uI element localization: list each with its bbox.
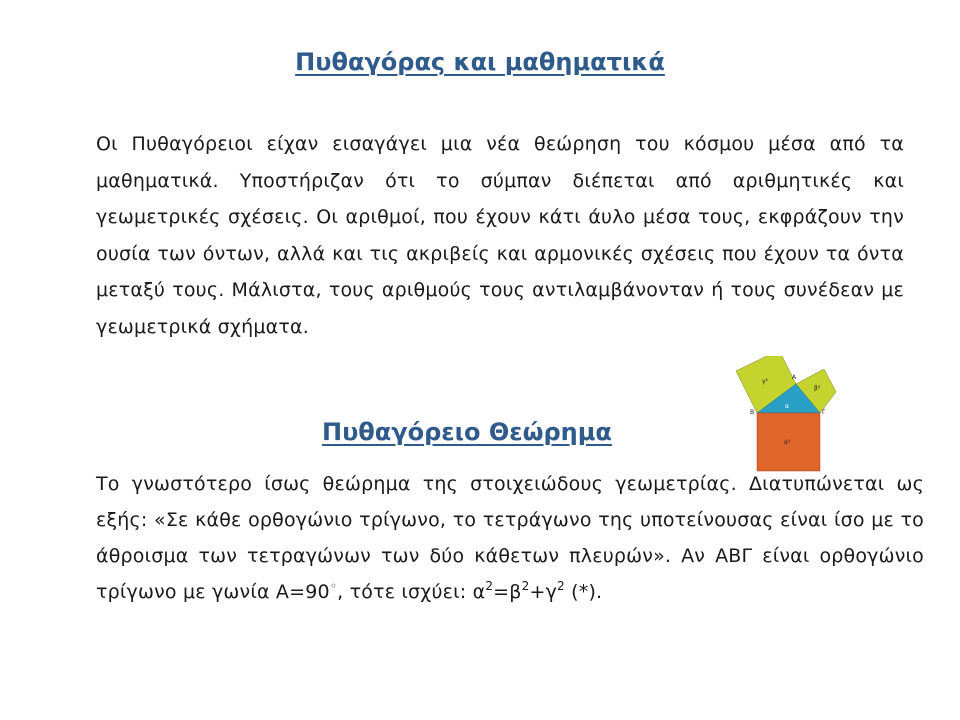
formula: $\alpha^2=\beta^2+\gamma^2$ (*).: [472, 578, 603, 603]
alpha-square-label: α²: [784, 439, 791, 446]
slide-title: Πυθαγόρας και μαθηματικά: [295, 48, 665, 76]
pythagorean-theorem-figure: [736, 356, 846, 474]
section-title: Πυθαγόρειο Θεώρημα: [322, 418, 612, 446]
theorem-text: Το γνωστότερο ίσως θεώρημα της στοιχειώδους γεωμετρίας. Διατυπώνεται ως εξής: «Σε κάθε ορθογώνιο τρίγωνο, το τετράγωνο της υποτείνουσας είναι ίσο με το άθροισμα των τετραγώνων των δύο κάθετων πλευρών». Αν ΑΒΓ είναι ορθογώνιο τρίγωνο με γωνία Α=90: [96, 473, 924, 603]
theorem-paragraph: [96, 466, 924, 610]
intro-paragraph: Οι Πυθαγόρειοι είχαν εισαγάγει μια νέα θεώρηση του κόσμου μέσα από τα μαθηματικά. Υποστήριζαν ότι το σύμπαν διέπεται από αριθμητικές και γεωμετρικές σχέσεις. Οι αριθμοί, που έχουν κάτι άυλο μέσα τους, εκφράζουν την ουσία των όντων, αλλά και τις ακριβείς και αρμονικές σχέσεις που έχουν τα όντα μεταξύ τους. Μάλιστα, τους αριθμούς τους αντιλαμβάνονταν ή τους συνέδεαν με γεωμετρικά σχήματα.: [96, 133, 904, 338]
after-degree-text: , τότε ισχύει:: [337, 581, 473, 603]
triangle-label: α: [785, 403, 789, 410]
vertex-g-label: Γ: [822, 409, 826, 416]
vertex-a-label: A: [792, 374, 797, 381]
gamma-square-label: γ²: [762, 378, 768, 385]
vertex-b-label: B: [750, 409, 755, 416]
beta-square-label: β²: [814, 385, 821, 392]
degree-symbol: ◦: [329, 578, 338, 593]
